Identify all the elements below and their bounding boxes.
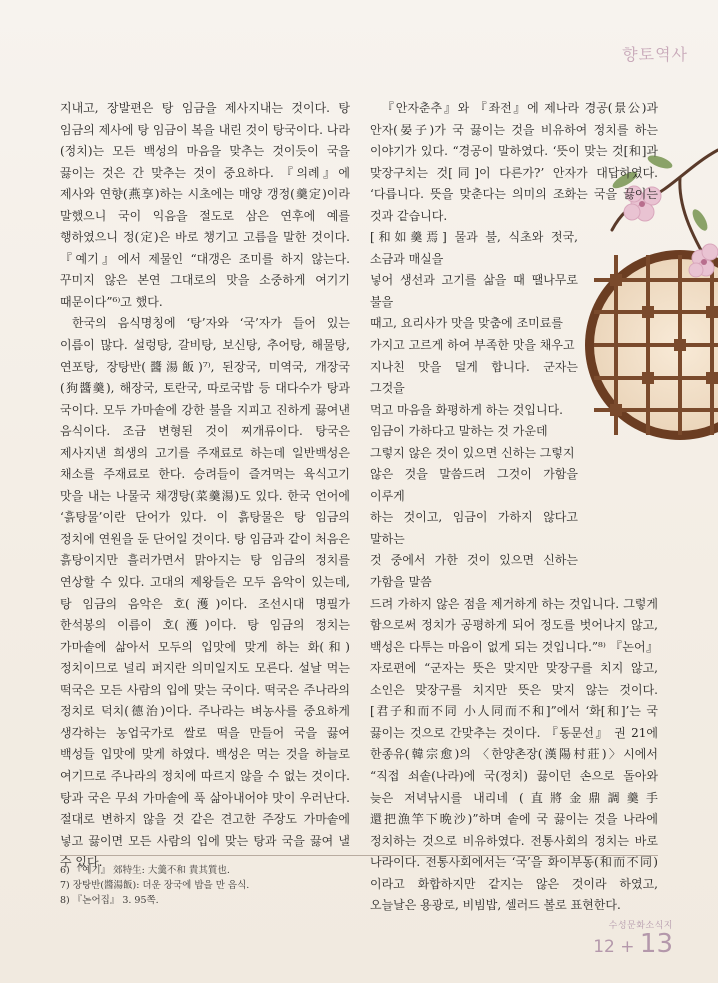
text-line: 것 중에서 가한 것이 있으면 신하는 가함을 말씀 (370, 553, 578, 590)
footnotes (60, 855, 658, 908)
text-line: 넣어 생선과 고기를 삶을 때 땔나무로 불을 (370, 273, 578, 309)
right-column (370, 98, 658, 917)
text-line: 임금이 가하다고 말하는 것 가운데 (370, 424, 548, 439)
left-column (60, 98, 350, 874)
text-line: [和如羹焉] 물과 불, 식초와 젓국, 소금과 매실을 (370, 230, 578, 266)
text-line: 지나친 맛을 덜게 합니다. 군자는 그것을 (370, 359, 578, 396)
footnote: 7) 장탕반(醬湯飯): 더운 장국에 밥을 만 음식. (60, 880, 250, 891)
paragraph: 한국의 음식명칭에 ‘탕’자와 ‘국’자가 들어 있는 이름이 많다. 설렁탕, 갈비탕, 보신탕, 추어탕, 해물탕, 연포탕, 장탕반(醬湯飯)⁷⁾, 된장국, 미역국, 개장국(狗醬羹), 해장국, 토란국, 따로국밥 등 대다수가 탕과 국이다. 모두 가마솥에 강한 불을 지피고 진하게 끓여낸 음식이다. 조금 변형된 것이 찌개류이다. 탕국은 제사지낸 희생의 고기를 주재료로 하는데 일반백성은 채소를 주재료로 한다. 승려들이 즐겨먹는 육식고기 맛을 내는 나물국 채갱탕(菜羹湯)도 있다. 한국 언어에 ‘흙탕물’이란 단어가 있다. 이 흙탕물은 탕 임금의 정치에 연원을 둔 단어일 것이다. 탕 임금과 같이 처음은 흙탕이지만 흘러가면서 맑아지는 탕 임금의 정치를 연상할 수 있다. 고대의 제왕들은 모두 음악이 있는데, 탕 임금의 음악은 호(濩)이다. 조선시대 명필가 한석봉의 이름이 호(濩)이다. 탕 임금의 정치는 가마솥에 삶아서 모두의 입맛에 맞게 하는 화(和) 정치이므로 널리 퍼지란 의미일지도 모른다. 설날 먹는 떡국은 모든 사람의 입에 맞는 국이다. 떡국은 주나라의 정치로 덕치(德治)이다. 주나라는 벼농사를 중요하게 생각하는 농업국가로 쌀로 떡을 만들어 국을 끓여 백성들 입맛에 맞게 하였다. 백성은 먹는 것을 하늘로 여기므로 주나라의 정치에 따르지 않을 수 없는 것이다. 탕과 국은 무쇠 가마솥에 푹 삶아내어야 맛이 우러난다. 절대로 변하지 않을 것 같은 견고한 주장도 가마솥에 넣고 끓이면 모든 사람의 입에 맞는 탕과 국을 끓여 낼 수 있다. (60, 316, 350, 870)
text-line: 때고, 요리사가 맛을 맞춤에 조미료를 (370, 316, 563, 331)
footnote: 6) 『예기』 郊特生: 大羹不和 貴其質也. (60, 865, 230, 876)
paragraph: 지내고, 장발편은 탕 임금을 제사지내는 것이다. 탕 임금의 제사에 탕 임금이 복을 내린 것이 탕국이다. 나라(정치)는 모든 백성의 마음을 맞추는 것이듯이 국을 끓이는 것은 간 맞추는 것이 중요하다. 『의례』에 제사와 연향(燕享)하는 시초에는 매양 갱정(羹定)이라 말했으니 국이 익음을 절도로 삼은 연후에 예를 행하였으니 정(定)은 바로 챙기고 고름을 말한 것이다. 『예기』에서 제물인 “대갱은 조미를 하지 않는다. 꾸미지 않은 본연 그대로의 맛을 소중하게 여기기 때문이다”⁶⁾고 했다. (60, 101, 350, 309)
text-line: 그렇지 않은 것이 있으면 신하는 그렇지 (370, 445, 575, 460)
page-numbers (593, 929, 673, 959)
section-title: 향토역사 (622, 45, 688, 64)
text-line: 하는 것이고, 임금이 가하지 않다고 말하는 (370, 510, 578, 546)
magazine-name: 수성문화소식지 (608, 921, 673, 931)
paragraph: 『안자춘추』와 『좌전』에 제나라 경공(景公)과 안자(晏子)가 국 끓이는 것을 비유하여 정치를 하는 이야기가 있다. “경공이 말하였다. ‘뜻이 맞는 것[和]과 맞장구치는 것[同]이 다른가?’ 안자가 대답하였다. ‘다릅니다. 뜻을 맞춘다는 의미의 조화는 국을 끓이는 것과 같습니다. (370, 101, 658, 223)
page-footer (593, 918, 673, 959)
text-line: 않은 것을 말씀드려 그것이 가함을 이루게 (370, 467, 578, 503)
page-number-right: 13 (639, 929, 673, 959)
paragraph: 드려 가하지 않은 점을 제거하게 하는 것입니다. 그렇게 함으로써 정치가 공평하게 되어 정도를 벗어나지 않고, 백성은 다투는 마음이 없게 되는 것입니다.”⁸⁾ 『논어』 자로편에 “군자는 뜻은 맞지만 맞장구를 치지 않고, 소인은 맞장구를 치지만 뜻은 맞지 않는 것이다. [君子和而不同 小人同而不和]”에서 ‘화[和]’는 국 끓이는 것으로 간맞추는 것이다. 『동문선』 권 21에 한종유(韓宗愈)의 〈한양촌장(漢陽村莊)〉시에서 “직접 쇠솥(나라)에 국(정치) 끓이던 손으로 돌아와 늦은 저녁낚시를 내리네 (直將金鼎調羹手 還把漁竿下晩沙)”하며 솥에 국 끓이는 것을 나라에 정치하는 것으로 비유하였다. 전통사회의 정치는 바로 나라이다. 전통사회에서는 ‘국’을 화이부동(和而不同)이라고 화합하지만 같지는 않은 것이라 하였고, 오늘날은 용광로, 비빔밥, 셀러드 볼로 표현한다. (370, 596, 658, 913)
text-line: 가지고 고르게 하여 부족한 맛을 채우고 (370, 338, 575, 353)
text-line: 먹고 마음을 화평하게 하는 것입니다. (370, 402, 563, 417)
footnote: 8) 『논어집』 3. 95쪽. (60, 895, 159, 906)
page-number-left: 12 + (593, 937, 635, 957)
